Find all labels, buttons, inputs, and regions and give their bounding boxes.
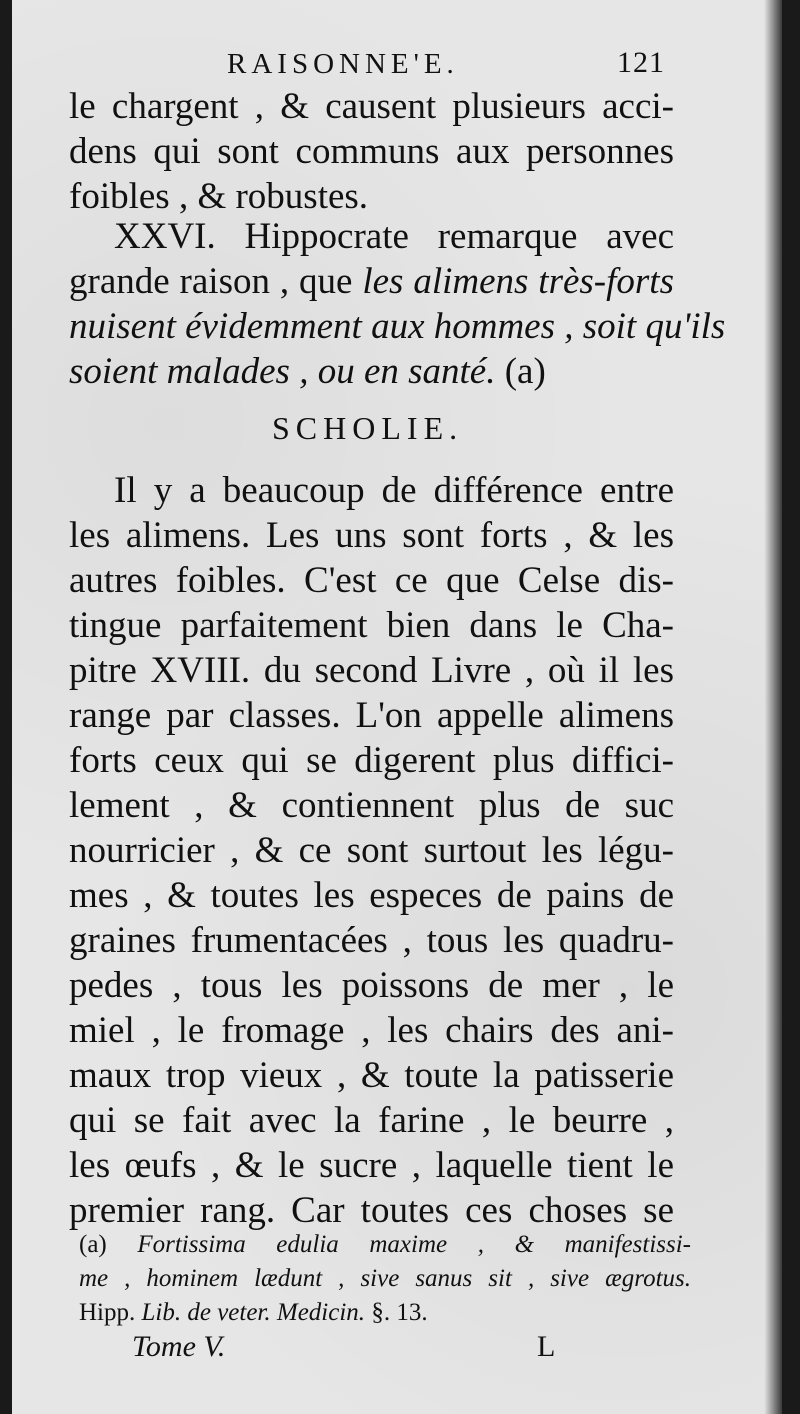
page-number: 121 (617, 46, 665, 79)
gathering-signature: L (537, 1330, 556, 1363)
text-line: range par classes. L'on appelle alimens (69, 695, 674, 736)
text-line: miel , le fromage , les chairs des ani- (69, 1010, 674, 1051)
text-line: foibles , & robustes. (69, 176, 369, 217)
text-line: autres foibles. C'est ce que Celse dis- (69, 560, 674, 601)
text-line: Il y a beaucoup de différence entre (114, 470, 674, 511)
text-line: maux trop vieux , & toute la patisserie (69, 1055, 674, 1096)
running-title: RAISONNE'E. (227, 48, 459, 80)
text-line: graines frumentacées , tous les quadru- (69, 920, 674, 961)
text-line: le chargent , & causent plusieurs acci- (69, 86, 674, 127)
text-line: les œufs , & le sucre , laquelle tient le (69, 1145, 674, 1186)
text-italic: me , hominem lædunt , sive sanus sit , sive ægrotus. (79, 1265, 691, 1292)
page-edge-shadow (764, 0, 782, 1414)
text-roman: (a) (79, 1231, 138, 1258)
text-line: dens qui sont communs aux personnes (69, 131, 674, 172)
paragraph-scholie (69, 468, 674, 1233)
text-line (69, 214, 674, 259)
volume-signature: Tome V. (132, 1330, 226, 1363)
text-line: tingue parfaitement bien dans le Cha- (69, 605, 674, 646)
footnote (79, 1228, 691, 1330)
text-line (69, 259, 674, 304)
text-italic: les alimens très-forts (362, 261, 674, 302)
text-line: nourricier , & ce sont surtout les légu- (69, 830, 674, 871)
text-italic: soient malades , ou en santé. (69, 351, 496, 392)
text-line: premier rang. Car toutes ces choses se (69, 1190, 674, 1231)
paragraph-xxvi (69, 214, 726, 394)
text-roman: Hipp. (79, 1299, 142, 1326)
text-italic: nuisent évidemment aux hommes , soit qu'ils (69, 306, 726, 347)
text-line: les alimens. Les uns sont forts , & les (69, 515, 674, 556)
section-heading: SCHOLIE. (272, 410, 464, 446)
text-italic: Fortissima edulia maxime , & manifestissi- (137, 1231, 691, 1258)
text-line: lement , & contiennent plus de suc (69, 785, 674, 826)
paragraph-continued (69, 84, 674, 219)
footnote-line (79, 1262, 691, 1296)
text-roman: grande raison , que (69, 261, 363, 302)
footnote-reference: (a) (495, 351, 546, 392)
text-line (69, 304, 726, 349)
footnote-line (79, 1296, 691, 1330)
footnote-line (79, 1228, 691, 1262)
text-roman: §. 13. (365, 1299, 428, 1326)
text-line: pedes , tous les poissons de mer , le (69, 965, 674, 1006)
text-roman: XXVI. Hippocrate remarque avec (114, 216, 674, 257)
text-italic: Lib. de veter. Medicin. (141, 1299, 366, 1326)
text-line: qui se fait avec la farine , le beurre , (69, 1100, 674, 1141)
text-line: pitre XVIII. du second Livre , où il les (69, 650, 674, 691)
text-line: forts ceux qui se digerent plus diffici- (69, 740, 674, 781)
text-line: mes , & toutes les especes de pains de (69, 875, 674, 916)
text-line (69, 349, 674, 394)
book-page (12, 0, 782, 1414)
